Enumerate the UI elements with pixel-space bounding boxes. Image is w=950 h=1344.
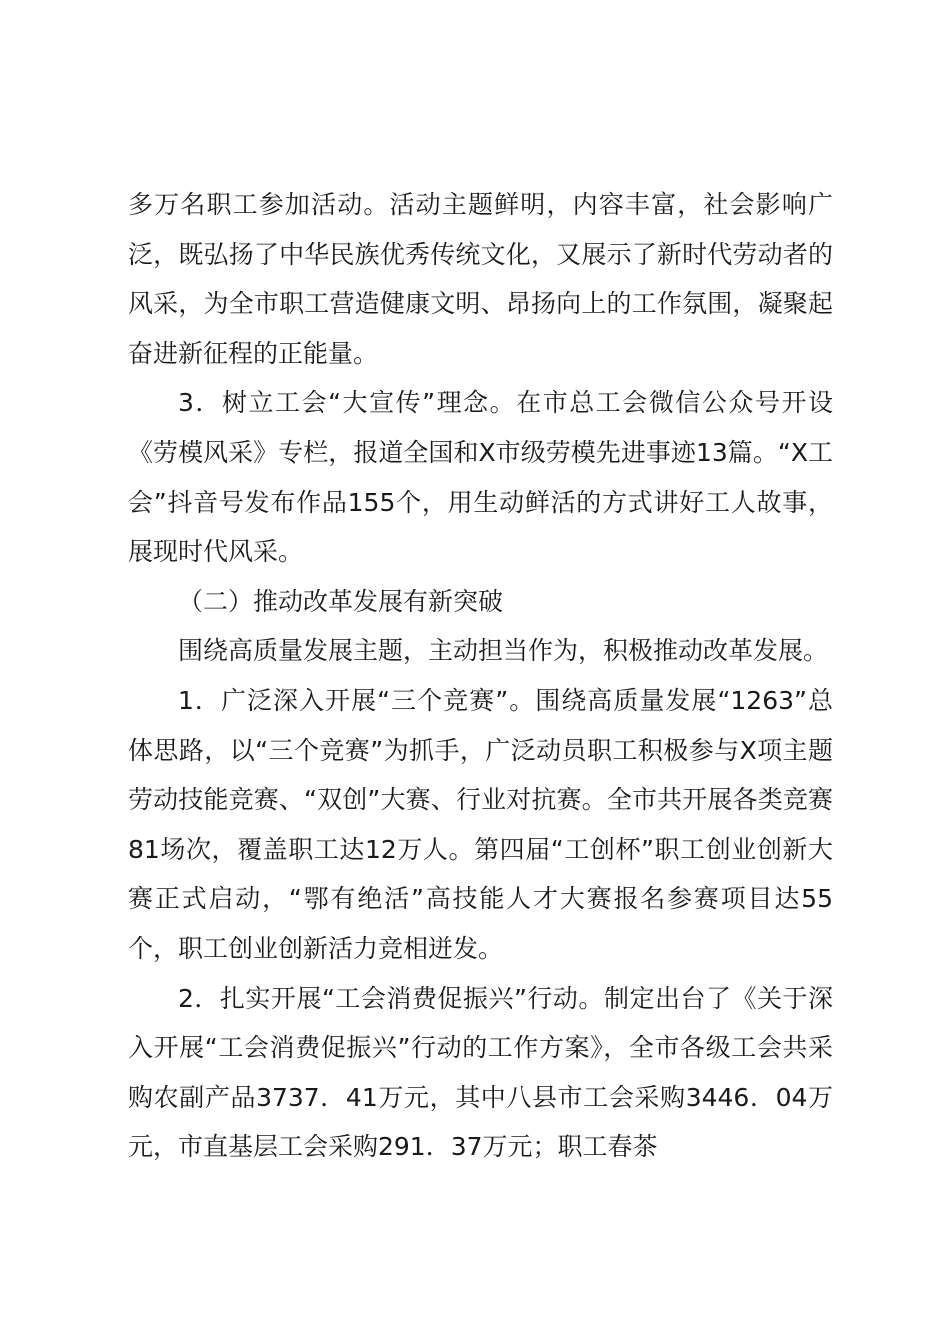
section-heading: （二）推动改革发展有新突破 (178, 586, 504, 616)
paragraph-intro: 围绕高质量发展主题，主动担当作为，积极推动改革发展。 (178, 636, 829, 666)
document-body (128, 180, 833, 1172)
paragraph-consumption: 2．扎实开展“工会消费促振兴”行动。制定出台了《关于深入开展“工会消费促振兴”行动的工作方案》，全市各级工会共采购农副产品3737．41万元，其中八县市工会采购3446．04万元，市直基层工会采购291．37万元；职工春茶 (128, 983, 833, 1162)
paragraph-publicity: 3．树立工会“大宣传”理念。在市总工会微信公众号开设《劳模风采》专栏，报道全国和X市级劳模先进事迹13篇。“X工会”抖音号发布作品155个，用生动鲜活的方式讲好工人故事，展现时代风采。 (128, 388, 833, 567)
paragraph-competitions: 1．广泛深入开展“三个竞赛”。围绕高质量发展“1263”总体思路，以“三个竞赛”为抓手，广泛动员职工积极参与X项主题劳动技能竞赛、“双创”大赛、行业对抗赛。全市共开展各类竞赛81场次，覆盖职工达12万人。第四届“工创杯”职工创业创新大赛正式启动，“鄂有绝活”高技能人才大赛报名参赛项目达55个，职工创业创新活力竞相迸发。 (128, 685, 833, 963)
paragraph-continuation: 多万名职工参加活动。活动主题鲜明，内容丰富，社会影响广泛，既弘扬了中华民族优秀传统文化，又展示了新时代劳动者的风采，为全市职工营造健康文明、昂扬向上的工作氛围，凝聚起奋进新征程的正能量。 (128, 190, 833, 368)
